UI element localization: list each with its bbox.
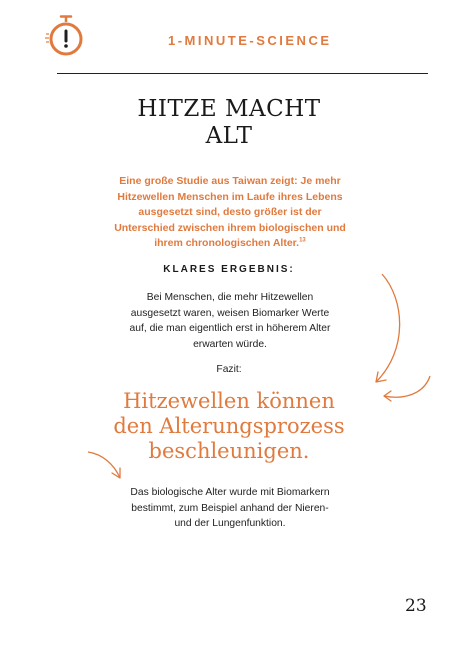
arrow-curve-left-icon (378, 372, 438, 406)
footnote-reference: 13 (299, 237, 306, 244)
conclusion-line-3: beschleunigen. (148, 439, 310, 463)
fazit-label: Fazit: (216, 364, 242, 375)
conclusion-line-2: den Alterungsprozess (113, 414, 345, 438)
method-note: Das biologische Alter wurde mit Biomarkern bestimmt, zum Beispiel anhand der Nieren- und der Lungenfunktion. (130, 487, 330, 529)
result-paragraph: Bei Menschen, die mehr Hitzewellen ausgesetzt waren, weisen Biomarker Werte auf, die man eigentlich erst in höherem Alter erwarten würde. (129, 292, 331, 350)
page-number: 23 (405, 596, 427, 616)
arrow-curve-right-icon (84, 448, 128, 484)
header-divider (57, 73, 428, 74)
stopwatch-exclamation-icon (44, 14, 86, 58)
page-title (0, 96, 458, 150)
result-heading: KLARES ERGEBNIS: (163, 264, 295, 275)
intro-paragraph (110, 174, 350, 252)
intro-text: Eine große Studie aus Taiwan zeigt: Je mehr Hitzewellen Menschen im Laufe ihres Lebens ausgesetzt sind, desto größer ist der Unterschied zwischen ihrem biologischen und ihrem chronologischen Alter. (114, 175, 346, 249)
section-label: 1-MINUTE-SCIENCE (168, 33, 332, 48)
title-line-2: ALT (205, 123, 253, 149)
title-line-1: HITZE MACHT (137, 96, 321, 122)
conclusion-line-1: Hitzewellen können (123, 389, 335, 413)
